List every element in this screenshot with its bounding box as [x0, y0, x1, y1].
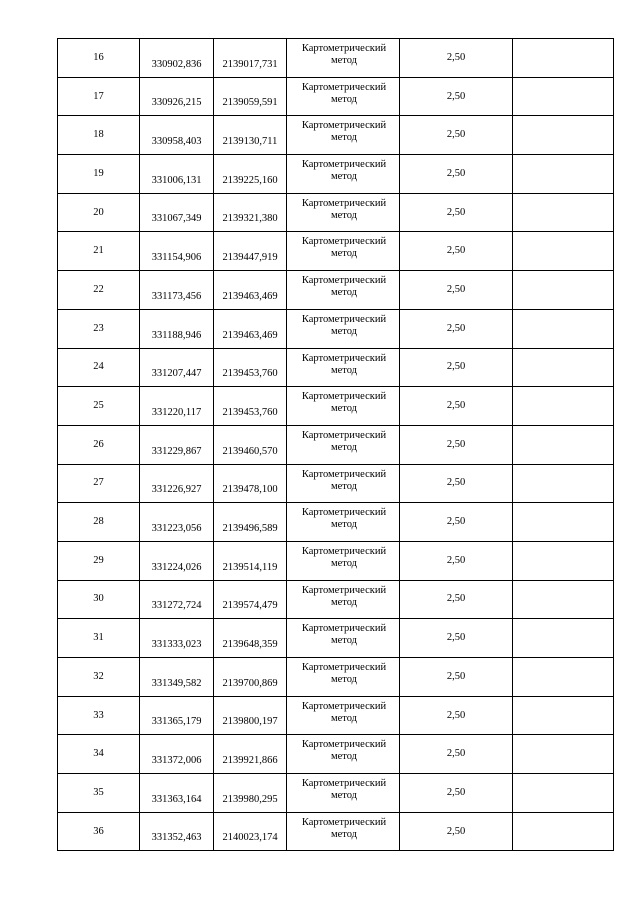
point-number-cell: 25 — [58, 387, 140, 426]
coordinate-y-cell-text: 2139130,711 — [222, 136, 278, 148]
coordinate-x-cell-text: 331333,023 — [151, 639, 202, 650]
method-cell-text: Картометрический метод — [301, 352, 387, 376]
coordinate-y-cell-text: 2139496,589 — [222, 522, 278, 534]
coordinate-y-cell — [214, 116, 287, 155]
coordinate-x-cell-text: 331365,179 — [151, 716, 202, 728]
note-cell — [513, 696, 614, 735]
accuracy-cell: 2,50 — [400, 580, 513, 619]
accuracy-cell: 2,50 — [400, 77, 513, 116]
method-cell — [287, 735, 400, 774]
coordinate-x-cell-text: 331006,131 — [151, 174, 202, 186]
coordinate-y-cell-text: 2139453,760 — [222, 368, 278, 380]
coordinate-y-cell — [214, 425, 287, 464]
point-number-cell: 24 — [58, 348, 140, 387]
note-cell — [513, 309, 614, 348]
table-row — [58, 348, 614, 387]
method-cell — [287, 503, 400, 542]
coordinate-x-cell — [140, 619, 214, 658]
coordinate-y-cell — [214, 193, 287, 232]
note-cell — [513, 116, 614, 155]
table-row — [58, 193, 614, 232]
note-cell — [513, 387, 614, 426]
method-cell — [287, 348, 400, 387]
point-number-cell: 16 — [58, 39, 140, 78]
method-cell — [287, 658, 400, 697]
note-cell — [513, 425, 614, 464]
coordinate-x-cell — [140, 503, 214, 542]
accuracy-cell: 2,50 — [400, 348, 513, 387]
method-cell — [287, 580, 400, 619]
method-cell-text: Картометрический метод — [301, 816, 387, 840]
accuracy-cell: 2,50 — [400, 696, 513, 735]
method-cell — [287, 39, 400, 78]
accuracy-cell: 2,50 — [400, 271, 513, 310]
coordinate-x-cell — [140, 658, 214, 697]
method-cell-text: Картометрический метод — [301, 81, 387, 105]
coordinates-table-body — [58, 39, 614, 851]
coordinate-y-cell-text: 2139463,469 — [222, 290, 278, 302]
method-cell-text: Картометрический метод — [301, 545, 387, 569]
accuracy-cell: 2,50 — [400, 425, 513, 464]
point-number-cell: 32 — [58, 658, 140, 697]
note-cell — [513, 271, 614, 310]
table-row — [58, 39, 614, 78]
coordinate-y-cell — [214, 232, 287, 271]
coordinate-x-cell — [140, 387, 214, 426]
note-cell — [513, 580, 614, 619]
coordinate-x-cell-text: 331188,946 — [151, 329, 202, 341]
note-cell — [513, 155, 614, 194]
method-cell-text: Картометрический метод — [301, 778, 387, 802]
accuracy-cell: 2,50 — [400, 735, 513, 774]
coordinate-x-cell — [140, 271, 214, 310]
note-cell — [513, 232, 614, 271]
point-number-cell: 35 — [58, 774, 140, 813]
table-row — [58, 658, 614, 697]
note-cell — [513, 619, 614, 658]
coordinate-x-cell — [140, 696, 214, 735]
coordinate-y-cell-text: 2139648,359 — [222, 639, 278, 650]
coordinate-x-cell-text: 330926,215 — [151, 97, 202, 109]
method-cell — [287, 232, 400, 271]
method-cell-text: Картометрический метод — [301, 43, 387, 66]
coordinate-y-cell-text: 2139980,295 — [222, 793, 278, 805]
coordinate-y-cell-text: 2139321,380 — [222, 213, 278, 225]
method-cell — [287, 812, 400, 851]
table-row — [58, 464, 614, 503]
method-cell — [287, 464, 400, 503]
coordinate-x-cell-text: 330902,836 — [151, 58, 202, 70]
accuracy-cell: 2,50 — [400, 658, 513, 697]
coordinate-y-cell-text: 2139460,570 — [222, 445, 278, 457]
coordinate-x-cell-text: 331363,164 — [151, 793, 202, 805]
coordinate-y-cell — [214, 39, 287, 78]
accuracy-cell: 2,50 — [400, 232, 513, 271]
coordinate-y-cell — [214, 812, 287, 851]
coordinate-x-cell — [140, 541, 214, 580]
coordinate-x-cell-text: 331352,463 — [151, 832, 202, 844]
coordinate-x-cell-text: 331173,456 — [151, 290, 202, 302]
method-cell — [287, 193, 400, 232]
coordinate-x-cell — [140, 193, 214, 232]
coordinate-y-cell — [214, 271, 287, 310]
coordinate-x-cell-text: 331229,867 — [151, 445, 202, 457]
note-cell — [513, 193, 614, 232]
method-cell-text: Картометрический метод — [301, 507, 387, 531]
coordinate-y-cell — [214, 464, 287, 503]
coordinate-y-cell — [214, 503, 287, 542]
table-row — [58, 696, 614, 735]
table-row — [58, 232, 614, 271]
coordinate-y-cell-text: 2139017,731 — [222, 58, 278, 70]
coordinate-y-cell — [214, 541, 287, 580]
method-cell-text: Картометрический метод — [301, 584, 387, 608]
accuracy-cell: 2,50 — [400, 193, 513, 232]
method-cell-text: Картометрический метод — [301, 700, 387, 724]
point-number-cell: 27 — [58, 464, 140, 503]
method-cell-text: Картометрический метод — [301, 468, 387, 492]
table-row — [58, 541, 614, 580]
coordinates-table — [57, 38, 614, 851]
method-cell — [287, 271, 400, 310]
method-cell-text: Картометрический метод — [301, 429, 387, 453]
point-number-cell: 28 — [58, 503, 140, 542]
coordinate-y-cell-text: 2139514,119 — [222, 561, 278, 573]
note-cell — [513, 348, 614, 387]
table-row — [58, 503, 614, 542]
method-cell — [287, 116, 400, 155]
coordinate-x-cell-text: 331224,026 — [151, 561, 202, 573]
note-cell — [513, 464, 614, 503]
coordinate-x-cell-text: 331067,349 — [151, 213, 202, 225]
table-row — [58, 387, 614, 426]
accuracy-cell: 2,50 — [400, 155, 513, 194]
accuracy-cell: 2,50 — [400, 387, 513, 426]
coordinate-x-cell — [140, 774, 214, 813]
coordinate-x-cell — [140, 464, 214, 503]
coordinate-y-cell-text: 2139059,591 — [222, 97, 278, 109]
accuracy-cell: 2,50 — [400, 619, 513, 658]
coordinate-x-cell-text: 331272,724 — [151, 600, 202, 612]
coordinate-y-cell — [214, 387, 287, 426]
method-cell-text: Картометрический метод — [301, 623, 387, 647]
coordinate-y-cell-text: 2139225,160 — [222, 174, 278, 186]
point-number-cell: 17 — [58, 77, 140, 116]
note-cell — [513, 774, 614, 813]
note-cell — [513, 541, 614, 580]
coordinate-x-cell-text: 331220,117 — [151, 406, 202, 418]
coordinate-x-cell — [140, 116, 214, 155]
point-number-cell: 22 — [58, 271, 140, 310]
method-cell-text: Картометрический метод — [301, 275, 387, 299]
table-row — [58, 77, 614, 116]
coordinate-x-cell — [140, 348, 214, 387]
method-cell — [287, 77, 400, 116]
coordinate-y-cell — [214, 77, 287, 116]
method-cell-text: Картометрический метод — [301, 391, 387, 415]
accuracy-cell: 2,50 — [400, 503, 513, 542]
point-number-cell: 23 — [58, 309, 140, 348]
coordinate-y-cell — [214, 348, 287, 387]
method-cell-text: Картометрический метод — [301, 739, 387, 763]
coordinate-x-cell-text: 331349,582 — [151, 677, 202, 689]
table-row — [58, 309, 614, 348]
coordinate-x-cell-text: 331207,447 — [151, 368, 202, 380]
point-number-cell: 30 — [58, 580, 140, 619]
coordinate-x-cell — [140, 425, 214, 464]
coordinate-y-cell-text: 2140023,174 — [222, 832, 278, 844]
coordinate-y-cell — [214, 658, 287, 697]
method-cell — [287, 155, 400, 194]
coordinate-y-cell — [214, 309, 287, 348]
coordinate-x-cell-text: 331154,906 — [151, 252, 202, 264]
coordinate-x-cell — [140, 309, 214, 348]
coordinate-x-cell-text: 331226,927 — [151, 484, 202, 496]
table-row — [58, 774, 614, 813]
note-cell — [513, 812, 614, 851]
point-number-cell: 33 — [58, 696, 140, 735]
point-number-cell: 19 — [58, 155, 140, 194]
table-row — [58, 425, 614, 464]
coordinate-x-cell — [140, 580, 214, 619]
method-cell-text: Картометрический метод — [301, 236, 387, 260]
table-row — [58, 619, 614, 658]
table-row — [58, 271, 614, 310]
coordinate-x-cell — [140, 77, 214, 116]
table-row — [58, 580, 614, 619]
accuracy-cell: 2,50 — [400, 774, 513, 813]
method-cell-text: Картометрический метод — [301, 159, 387, 183]
coordinate-y-cell-text: 2139921,866 — [222, 755, 278, 767]
coordinate-y-cell — [214, 696, 287, 735]
accuracy-cell: 2,50 — [400, 116, 513, 155]
coordinate-x-cell — [140, 39, 214, 78]
coordinate-y-cell-text: 2139453,760 — [222, 406, 278, 418]
method-cell-text: Картометрический метод — [301, 120, 387, 144]
coordinate-y-cell — [214, 774, 287, 813]
coordinate-y-cell-text: 2139574,479 — [222, 600, 278, 612]
coordinate-y-cell-text: 2139800,197 — [222, 716, 278, 728]
coordinate-x-cell — [140, 735, 214, 774]
coordinate-y-cell — [214, 619, 287, 658]
coordinate-x-cell — [140, 232, 214, 271]
method-cell-text: Картометрический метод — [301, 662, 387, 685]
accuracy-cell: 2,50 — [400, 812, 513, 851]
method-cell-text: Картометрический метод — [301, 313, 387, 337]
coordinate-y-cell — [214, 155, 287, 194]
coordinate-x-cell-text: 330958,403 — [151, 136, 202, 148]
point-number-cell: 18 — [58, 116, 140, 155]
point-number-cell: 26 — [58, 425, 140, 464]
coordinate-y-cell-text: 2139478,100 — [222, 484, 278, 496]
point-number-cell: 29 — [58, 541, 140, 580]
method-cell — [287, 387, 400, 426]
accuracy-cell: 2,50 — [400, 541, 513, 580]
method-cell — [287, 619, 400, 658]
table-row — [58, 116, 614, 155]
table-row — [58, 735, 614, 774]
coordinate-x-cell — [140, 812, 214, 851]
accuracy-cell: 2,50 — [400, 39, 513, 78]
note-cell — [513, 735, 614, 774]
point-number-cell: 31 — [58, 619, 140, 658]
point-number-cell: 20 — [58, 193, 140, 232]
method-cell — [287, 541, 400, 580]
coordinate-y-cell — [214, 580, 287, 619]
coordinate-y-cell-text: 2139463,469 — [222, 329, 278, 341]
method-cell-text: Картометрический метод — [301, 197, 387, 221]
method-cell — [287, 425, 400, 464]
coordinate-y-cell-text: 2139700,869 — [222, 677, 278, 689]
method-cell — [287, 309, 400, 348]
accuracy-cell: 2,50 — [400, 464, 513, 503]
coordinate-x-cell — [140, 155, 214, 194]
note-cell — [513, 503, 614, 542]
method-cell — [287, 696, 400, 735]
note-cell — [513, 77, 614, 116]
table-row — [58, 812, 614, 851]
table-row — [58, 155, 614, 194]
note-cell — [513, 39, 614, 78]
accuracy-cell: 2,50 — [400, 309, 513, 348]
coordinate-y-cell — [214, 735, 287, 774]
method-cell — [287, 774, 400, 813]
point-number-cell: 21 — [58, 232, 140, 271]
coordinate-x-cell-text: 331372,006 — [151, 755, 202, 767]
point-number-cell: 34 — [58, 735, 140, 774]
coordinate-x-cell-text: 331223,056 — [151, 522, 202, 534]
note-cell — [513, 658, 614, 697]
point-number-cell: 36 — [58, 812, 140, 851]
coordinate-y-cell-text: 2139447,919 — [222, 252, 278, 264]
